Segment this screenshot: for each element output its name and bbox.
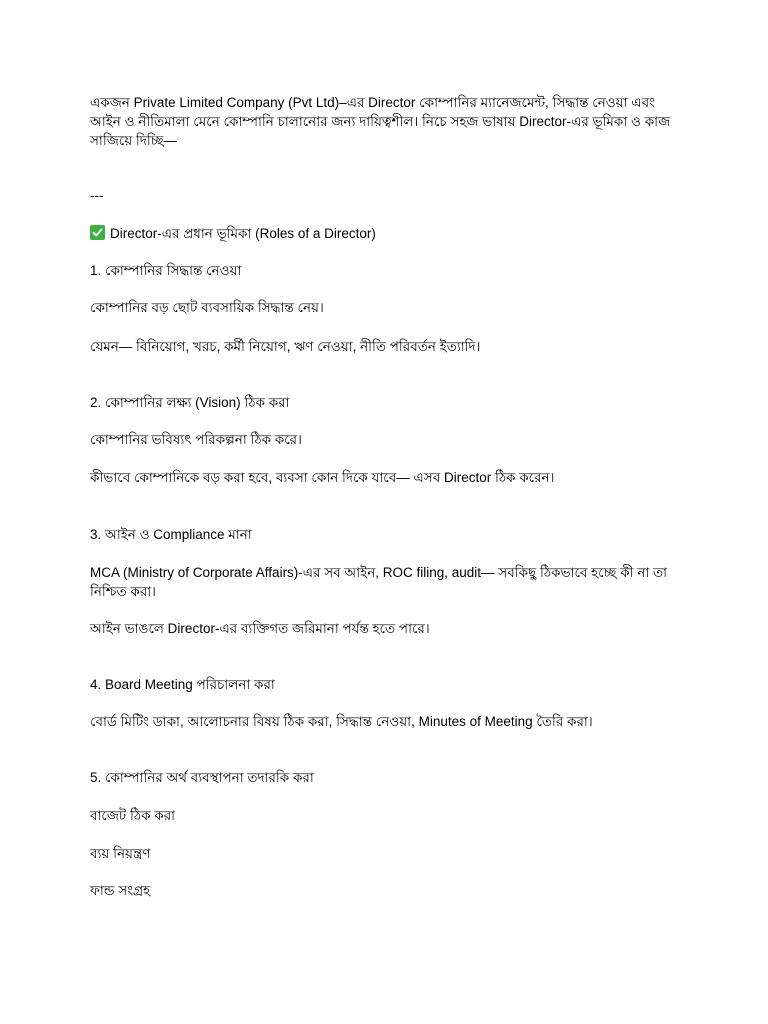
section-heading-text: Director-এর প্রধান ভূমিকা (Roles of a Director): [110, 226, 376, 241]
item-heading: 3. আইন ও Compliance মানা: [90, 527, 252, 542]
item-line: কোম্পানির ভবিষ্যৎ পরিকল্পনা ঠিক করে।: [90, 432, 302, 447]
item-heading: 5. কোম্পানির অর্থ ব্যবস্থাপনা তদারকি করা: [90, 770, 314, 785]
item-line: ফান্ড সংগ্রহ: [90, 883, 151, 898]
item-line: আইন ভাঙলে Director-এর ব্যক্তিগত জরিমানা পর্যন্ত হতে পারে।: [90, 621, 430, 636]
item-line: MCA (Ministry of Corporate Affairs)-এর সব আইন, ROC filing, audit— সবকিছু ঠিকভাবে হচ্ছে কী না তা নিশ্চিত করা।: [90, 565, 668, 599]
item-line: ব্যয় নিয়ন্ত্রণ: [90, 846, 151, 861]
check-mark-icon: [90, 225, 105, 240]
item-line: বোর্ড মিটিং ডাকা, আলোচনার বিষয় ঠিক করা, সিদ্ধান্ত নেওয়া, Minutes of Meeting তৈরি করা।: [90, 714, 593, 729]
section-heading: [90, 224, 376, 243]
item-heading: 4. Board Meeting পরিচালনা করা: [90, 677, 275, 692]
item-line: কীভাবে কোম্পানিকে বড় করা হবে, ব্যবসা কোন দিকে যাবে— এসব Director ঠিক করেন।: [90, 470, 555, 485]
item-heading: 1. কোম্পানির সিদ্ধান্ত নেওয়া: [90, 263, 242, 278]
intro-paragraph: একজন Private Limited Company (Pvt Ltd)–এর Director কোম্পানির ম্যানেজমেন্ট, সিদ্ধান্ত নেওয়া এবং আইন ও নীতিমালা মেনে কোম্পানি চালানোর জন্য দায়িত্বশীল। নিচে সহজ ভাষায় Director-এর ভূমিকা ও কাজ সাজিয়ে দিচ্ছি—: [90, 95, 671, 148]
item-line: বাজেট ঠিক করা: [90, 808, 176, 823]
item-line: কোম্পানির বড় ছোট ব্যবসায়িক সিদ্ধান্ত নেয়।: [90, 300, 324, 315]
item-line: যেমন— বিনিয়োগ, খরচ, কর্মী নিয়োগ, ঋণ নেওয়া, নীতি পরিবর্তন ইত্যাদি।: [90, 339, 481, 354]
item-heading: 2. কোম্পানির লক্ষ্য (Vision) ঠিক করা: [90, 395, 290, 410]
separator: ---: [90, 188, 104, 203]
